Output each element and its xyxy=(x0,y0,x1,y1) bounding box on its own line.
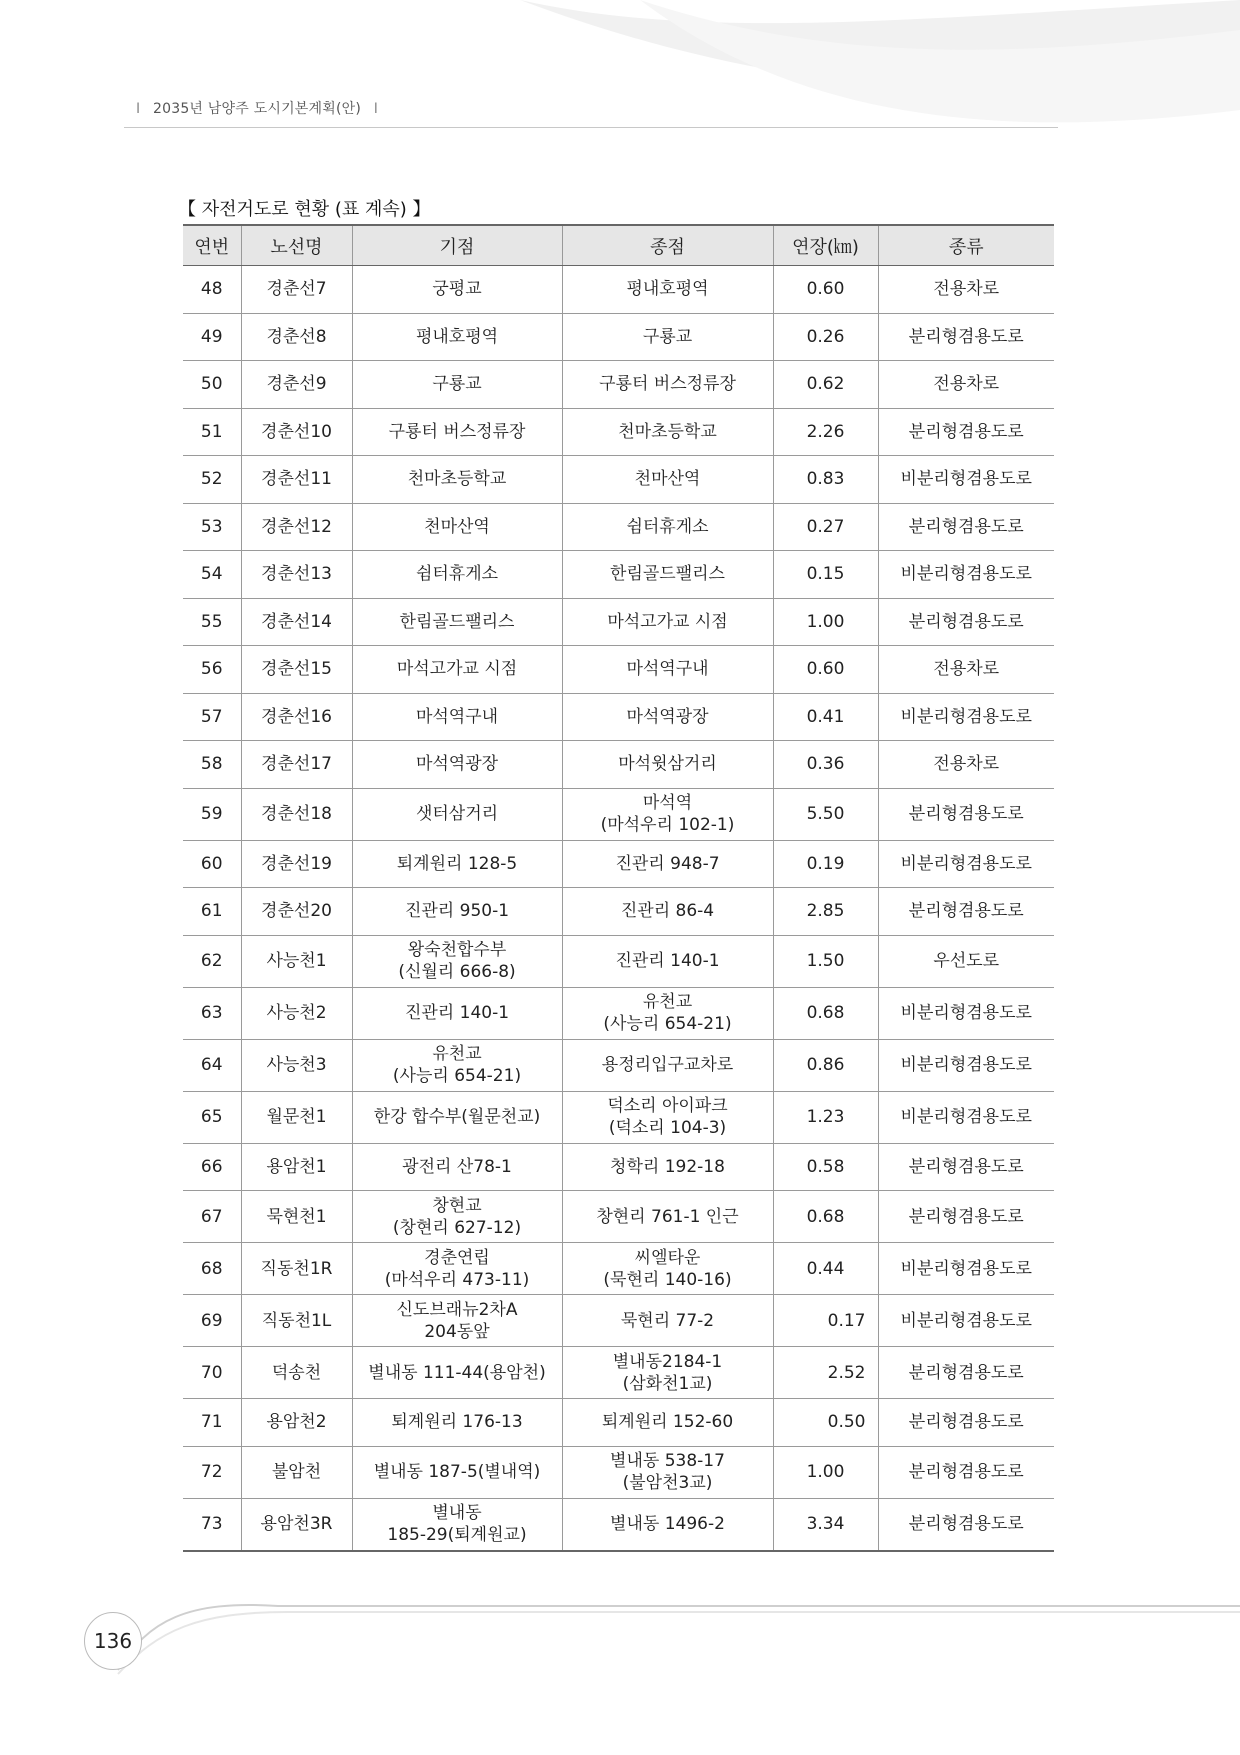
cell-start xyxy=(352,1347,562,1399)
cell-no: 68 xyxy=(183,1243,241,1295)
cell-end-line: 퇴계원리 152-60 xyxy=(601,1412,734,1433)
cell-no: 49 xyxy=(183,313,241,361)
cell-type: 분리형겸용도로 xyxy=(878,313,1054,361)
cell-type: 전용차로 xyxy=(878,361,1054,409)
cell-end xyxy=(562,266,773,314)
table-row xyxy=(183,313,1054,361)
cell-route: 사능천3 xyxy=(241,1039,352,1091)
cell-end xyxy=(562,551,773,599)
cell-start xyxy=(352,456,562,504)
cell-no: 69 xyxy=(183,1295,241,1347)
cell-end-line: 평내호평역 xyxy=(626,279,709,300)
cell-length: 0.83 xyxy=(773,456,878,504)
cell-type: 비분리형겸용도로 xyxy=(878,1295,1054,1347)
cell-type: 비분리형겸용도로 xyxy=(878,1039,1054,1091)
cell-end xyxy=(562,888,773,936)
cell-no: 70 xyxy=(183,1347,241,1399)
cell-no: 72 xyxy=(183,1446,241,1498)
table-row xyxy=(183,551,1054,599)
cell-end xyxy=(562,1446,773,1498)
cell-length: 0.58 xyxy=(773,1143,878,1191)
cell-route: 경춘선11 xyxy=(241,456,352,504)
cell-no: 66 xyxy=(183,1143,241,1191)
cell-end-line: 구룡교 xyxy=(642,326,693,347)
cell-no: 58 xyxy=(183,741,241,789)
bicycle-road-table xyxy=(183,224,1054,1552)
cell-start xyxy=(352,1091,562,1143)
cell-end-line: 마석고가교 시점 xyxy=(607,611,728,632)
cell-route: 사능천1 xyxy=(241,935,352,987)
document-title: 2035년 남양주 도시기본계획(안) xyxy=(153,101,362,117)
cell-route: 불암천 xyxy=(241,1446,352,1498)
cell-length: 0.62 xyxy=(773,361,878,409)
cell-no: 60 xyxy=(183,840,241,888)
cell-type: 분리형겸용도로 xyxy=(878,408,1054,456)
cell-end-line: 유천교 xyxy=(642,992,693,1012)
cell-length: 0.26 xyxy=(773,313,878,361)
table-row xyxy=(183,1498,1054,1551)
table-row xyxy=(183,408,1054,456)
cell-length: 5.50 xyxy=(773,788,878,840)
table-row xyxy=(183,456,1054,504)
header-decoration xyxy=(0,0,1240,180)
cell-end xyxy=(562,693,773,741)
cell-route: 경춘선12 xyxy=(241,503,352,551)
cell-route: 월문천1 xyxy=(241,1091,352,1143)
cell-start xyxy=(352,741,562,789)
cell-start xyxy=(352,598,562,646)
cell-end-line: 창현리 761-1 인근 xyxy=(596,1206,739,1227)
cell-type: 비분리형겸용도로 xyxy=(878,840,1054,888)
cell-end xyxy=(562,361,773,409)
cell-start-line: 궁평교 xyxy=(432,279,482,300)
cell-start-line: 평내호평역 xyxy=(415,326,499,347)
cell-end-line: (삼화천1교) xyxy=(622,1373,713,1394)
cell-length: 0.41 xyxy=(773,693,878,741)
cell-type: 비분리형겸용도로 xyxy=(878,1091,1054,1143)
cell-start-line: 별내동 xyxy=(432,1503,482,1523)
cell-start-line: 한림골드팰리스 xyxy=(399,611,515,632)
cell-route: 경춘선10 xyxy=(241,408,352,456)
cell-no: 52 xyxy=(183,456,241,504)
running-header xyxy=(128,98,386,118)
cell-length: 2.85 xyxy=(773,888,878,936)
cell-no: 64 xyxy=(183,1039,241,1091)
cell-start-line: 신도브래뉴2차A xyxy=(396,1299,518,1320)
cell-route: 용암천1 xyxy=(241,1143,352,1191)
cell-type: 우선도로 xyxy=(878,935,1054,987)
table-row xyxy=(183,503,1054,551)
cell-type: 분리형겸용도로 xyxy=(878,1446,1054,1498)
cell-route: 경춘선13 xyxy=(241,551,352,599)
cell-route: 덕송천 xyxy=(241,1347,352,1399)
cell-start xyxy=(352,1498,562,1551)
cell-end-line: 천마초등학교 xyxy=(618,421,717,442)
cell-end xyxy=(562,788,773,840)
cell-start-line: 마석역구내 xyxy=(415,706,499,727)
cell-no: 67 xyxy=(183,1191,241,1243)
cell-length: 0.68 xyxy=(773,1191,878,1243)
table-row xyxy=(183,1091,1054,1143)
table-row xyxy=(183,693,1054,741)
cell-end-line: 용정리입구교차로 xyxy=(601,1055,734,1075)
cell-no: 61 xyxy=(183,888,241,936)
cell-start xyxy=(352,266,562,314)
table-row xyxy=(183,1399,1054,1447)
cell-no: 73 xyxy=(183,1498,241,1551)
col-header-end: 종점 xyxy=(562,225,773,266)
table-caption: 【 자전거도로 현황 (표 계속) 】 xyxy=(178,199,431,220)
cell-route: 경춘선18 xyxy=(241,788,352,840)
cell-route: 경춘선15 xyxy=(241,646,352,694)
cell-type: 전용차로 xyxy=(878,646,1054,694)
cell-end-line: 묵현리 77-2 xyxy=(620,1310,715,1331)
cell-length: 0.15 xyxy=(773,551,878,599)
table-row xyxy=(183,1243,1054,1295)
cell-start xyxy=(352,1191,562,1243)
cell-start xyxy=(352,646,562,694)
cell-route: 직동천1L xyxy=(241,1295,352,1347)
cell-end-line: 진관리 948-7 xyxy=(615,853,720,874)
cell-end-line: (불암천3교) xyxy=(622,1473,713,1493)
cell-start-line: 천마초등학교 xyxy=(407,469,507,490)
cell-start-line: 185-29(퇴계원교) xyxy=(387,1525,527,1545)
table-row xyxy=(183,598,1054,646)
cell-type: 전용차로 xyxy=(878,741,1054,789)
cell-length: 1.50 xyxy=(773,935,878,987)
table-row xyxy=(183,888,1054,936)
header-rule xyxy=(124,127,1058,128)
cell-start-line: 유천교 xyxy=(432,1044,482,1064)
cell-length: 0.19 xyxy=(773,840,878,888)
cell-no: 63 xyxy=(183,987,241,1039)
cell-route: 경춘선20 xyxy=(241,888,352,936)
cell-start-line: 샛터삼거리 xyxy=(415,804,499,824)
col-header-length: 연장(㎞) xyxy=(773,225,878,266)
cell-end xyxy=(562,987,773,1039)
cell-start-line: 구룡교 xyxy=(432,374,482,395)
cell-route: 사능천2 xyxy=(241,987,352,1039)
cell-length: 1.00 xyxy=(773,1446,878,1498)
cell-start-line: 왕숙천합수부 xyxy=(407,940,507,960)
cell-start-line: 별내동 187-5(별내역) xyxy=(373,1462,541,1482)
cell-length: 0.50 xyxy=(773,1399,878,1447)
cell-route: 용암천3R xyxy=(241,1498,352,1551)
cell-length: 0.68 xyxy=(773,987,878,1039)
table-row xyxy=(183,646,1054,694)
cell-route: 경춘선8 xyxy=(241,313,352,361)
cell-length: 0.60 xyxy=(773,266,878,314)
cell-no: 57 xyxy=(183,693,241,741)
cell-start-line: (창현리 627-12) xyxy=(392,1217,522,1238)
cell-end xyxy=(562,1295,773,1347)
cell-start xyxy=(352,1243,562,1295)
cell-length: 0.27 xyxy=(773,503,878,551)
table-row xyxy=(183,1446,1054,1498)
cell-no: 59 xyxy=(183,788,241,840)
cell-end-line: 천마산역 xyxy=(634,469,701,490)
cell-end-line: 마석윗삼거리 xyxy=(618,754,717,775)
cell-length: 0.17 xyxy=(773,1295,878,1347)
cell-type: 비분리형겸용도로 xyxy=(878,456,1054,504)
cell-start-line: 퇴계원리 128-5 xyxy=(396,853,518,874)
cell-end xyxy=(562,456,773,504)
table-row xyxy=(183,266,1054,314)
cell-start-line: 별내동 111-44(용암천) xyxy=(368,1362,546,1383)
cell-start xyxy=(352,987,562,1039)
cell-route: 경춘선9 xyxy=(241,361,352,409)
cell-start-line: 진관리 950-1 xyxy=(404,901,510,922)
cell-end xyxy=(562,1091,773,1143)
cell-end xyxy=(562,1498,773,1551)
cell-start-line: 퇴계원리 176-13 xyxy=(391,1412,523,1433)
cell-end xyxy=(562,408,773,456)
cell-no: 50 xyxy=(183,361,241,409)
footer-decoration xyxy=(78,1600,1240,1680)
cell-route: 용암천2 xyxy=(241,1399,352,1447)
cell-type: 분리형겸용도로 xyxy=(878,1191,1054,1243)
cell-start-line: 창현교 xyxy=(432,1195,482,1216)
cell-end xyxy=(562,503,773,551)
table-row xyxy=(183,1295,1054,1347)
cell-start-line: 광전리 산78-1 xyxy=(402,1156,512,1177)
cell-start xyxy=(352,1399,562,1447)
cell-end-line: 마석역광장 xyxy=(626,706,709,727)
cell-start xyxy=(352,693,562,741)
cell-no: 48 xyxy=(183,266,241,314)
cell-length: 1.00 xyxy=(773,598,878,646)
cell-end-line: 쉼터휴게소 xyxy=(626,516,709,537)
cell-end-line: 진관리 140-1 xyxy=(615,951,720,971)
cell-start xyxy=(352,361,562,409)
cell-type: 비분리형겸용도로 xyxy=(878,1243,1054,1295)
cell-end xyxy=(562,935,773,987)
cell-start xyxy=(352,1039,562,1091)
cell-length: 2.26 xyxy=(773,408,878,456)
cell-end xyxy=(562,646,773,694)
cell-no: 55 xyxy=(183,598,241,646)
cell-type: 비분리형겸용도로 xyxy=(878,987,1054,1039)
cell-end-line: (마석우리 102-1) xyxy=(600,815,735,835)
table-row xyxy=(183,1191,1054,1243)
cell-start xyxy=(352,551,562,599)
cell-start-line: 마석역광장 xyxy=(415,754,499,775)
cell-start xyxy=(352,1446,562,1498)
table-row xyxy=(183,1143,1054,1191)
cell-end-line: 별내동2184-1 xyxy=(612,1351,723,1372)
table-row xyxy=(183,788,1054,840)
cell-start xyxy=(352,840,562,888)
col-header-no: 연번 xyxy=(183,225,241,266)
cell-length: 0.44 xyxy=(773,1243,878,1295)
cell-end xyxy=(562,1143,773,1191)
cell-type: 비분리형겸용도로 xyxy=(878,693,1054,741)
cell-length: 3.34 xyxy=(773,1498,878,1551)
cell-route: 경춘선14 xyxy=(241,598,352,646)
cell-end xyxy=(562,598,773,646)
cell-type: 분리형겸용도로 xyxy=(878,1399,1054,1447)
col-header-type: 종류 xyxy=(878,225,1054,266)
cell-start-line: 구룡터 버스정류장 xyxy=(388,421,526,442)
table-row xyxy=(183,987,1054,1039)
page-number: 136 xyxy=(84,1612,142,1670)
cell-type: 전용차로 xyxy=(878,266,1054,314)
cell-end xyxy=(562,1399,773,1447)
table-row xyxy=(183,741,1054,789)
cell-start-line: 진관리 140-1 xyxy=(404,1003,510,1023)
table-row xyxy=(183,935,1054,987)
header-bar-right: I xyxy=(373,101,379,117)
col-header-route: 노선명 xyxy=(241,225,352,266)
cell-type: 분리형겸용도로 xyxy=(878,1347,1054,1399)
cell-route: 경춘선19 xyxy=(241,840,352,888)
cell-type: 분리형겸용도로 xyxy=(878,598,1054,646)
header-bar-left: I xyxy=(136,101,141,117)
cell-start xyxy=(352,408,562,456)
cell-start-line: (신월리 666-8) xyxy=(398,962,516,982)
cell-end-line: 청학리 192-18 xyxy=(610,1156,725,1177)
cell-start xyxy=(352,788,562,840)
cell-type: 비분리형겸용도로 xyxy=(878,551,1054,599)
cell-start-line: 천마산역 xyxy=(424,516,490,537)
cell-end xyxy=(562,840,773,888)
cell-route: 경춘선16 xyxy=(241,693,352,741)
cell-end-line: 한림골드팰리스 xyxy=(610,564,725,585)
cell-end-line: 덕소리 아이파크 xyxy=(607,1096,728,1116)
cell-no: 71 xyxy=(183,1399,241,1447)
cell-type: 분리형겸용도로 xyxy=(878,503,1054,551)
cell-start-line: (마석우리 473-11) xyxy=(384,1269,530,1290)
cell-no: 53 xyxy=(183,503,241,551)
cell-no: 51 xyxy=(183,408,241,456)
cell-start xyxy=(352,935,562,987)
cell-end-line: 마석역구내 xyxy=(626,659,709,680)
cell-end xyxy=(562,1347,773,1399)
cell-no: 65 xyxy=(183,1091,241,1143)
cell-length: 2.52 xyxy=(773,1347,878,1399)
cell-start-line: 쉼터휴게소 xyxy=(415,564,499,585)
cell-end xyxy=(562,1039,773,1091)
cell-end-line: (사능리 654-21) xyxy=(603,1014,732,1034)
cell-route: 경춘선17 xyxy=(241,741,352,789)
cell-length: 0.86 xyxy=(773,1039,878,1091)
table-row xyxy=(183,361,1054,409)
cell-start xyxy=(352,503,562,551)
cell-start-line: 마석고가교 시점 xyxy=(396,659,518,680)
cell-start xyxy=(352,1295,562,1347)
cell-route: 묵현천1 xyxy=(241,1191,352,1243)
cell-length: 0.36 xyxy=(773,741,878,789)
table-row xyxy=(183,1347,1054,1399)
cell-end-line: 마석역 xyxy=(642,793,693,813)
cell-end xyxy=(562,741,773,789)
table-header-row xyxy=(183,225,1054,266)
table-row xyxy=(183,840,1054,888)
cell-route: 직동천1R xyxy=(241,1243,352,1295)
table-body xyxy=(183,266,1054,1551)
cell-no: 56 xyxy=(183,646,241,694)
cell-start xyxy=(352,313,562,361)
cell-no: 54 xyxy=(183,551,241,599)
cell-end-line: 별내동 1496-2 xyxy=(610,1514,725,1534)
cell-type: 분리형겸용도로 xyxy=(878,1498,1054,1551)
cell-type: 분리형겸용도로 xyxy=(878,888,1054,936)
cell-end-line: 별내동 538-17 xyxy=(610,1451,725,1471)
cell-start xyxy=(352,888,562,936)
cell-start xyxy=(352,1143,562,1191)
cell-route: 경춘선7 xyxy=(241,266,352,314)
cell-end xyxy=(562,1243,773,1295)
cell-start-line: (사능리 654-21) xyxy=(392,1066,522,1086)
cell-no: 62 xyxy=(183,935,241,987)
cell-type: 분리형겸용도로 xyxy=(878,1143,1054,1191)
cell-start-line: 한강 합수부(월문천교) xyxy=(373,1107,541,1127)
cell-length: 1.23 xyxy=(773,1091,878,1143)
cell-end xyxy=(562,313,773,361)
cell-length: 0.60 xyxy=(773,646,878,694)
cell-start-line: 경춘연립 xyxy=(424,1247,490,1268)
cell-end xyxy=(562,1191,773,1243)
col-header-start: 기점 xyxy=(352,225,562,266)
cell-end-line: (묵현리 140-16) xyxy=(603,1269,732,1290)
cell-end-line: 진관리 86-4 xyxy=(620,901,715,922)
cell-end-line: 구룡터 버스정류장 xyxy=(599,374,736,395)
cell-end-line: 씨엘타운 xyxy=(634,1247,701,1268)
cell-end-line: (덕소리 104-3) xyxy=(608,1118,727,1138)
cell-start-line: 204동앞 xyxy=(424,1321,490,1342)
table-row xyxy=(183,1039,1054,1091)
cell-type: 분리형겸용도로 xyxy=(878,788,1054,840)
